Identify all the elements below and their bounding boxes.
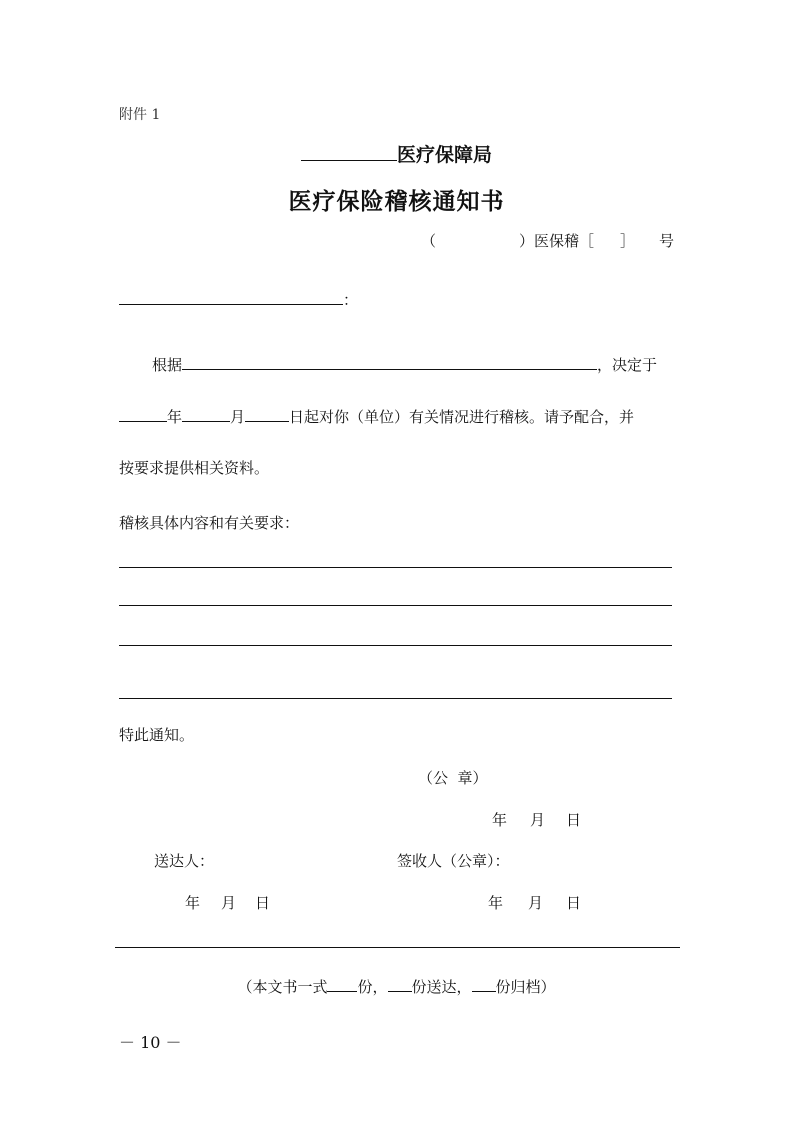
sender-date-day: 日 bbox=[255, 894, 271, 912]
body-line-3: 按要求提供相关资料。 bbox=[119, 459, 270, 477]
receiver-date-day: 日 bbox=[566, 894, 582, 912]
seal-date-year: 年 bbox=[492, 811, 508, 829]
doc-number-open-paren: （ bbox=[421, 232, 437, 250]
addressee-colon: ： bbox=[343, 290, 359, 309]
copies-part1: 份， bbox=[357, 977, 388, 996]
basis-blank bbox=[182, 353, 597, 370]
official-seal-label: （公 章） bbox=[418, 769, 488, 787]
copies-part3: 份归档） bbox=[495, 977, 556, 996]
page-number: － 10 － bbox=[119, 1033, 182, 1052]
copies-open: （本文书一式 bbox=[237, 977, 328, 996]
requirement-line bbox=[119, 567, 672, 568]
date-month-label: 月 bbox=[230, 407, 246, 426]
seal-date-month: 月 bbox=[530, 811, 546, 829]
receiver-date-year: 年 bbox=[488, 894, 504, 912]
doc-number-close-bracket: ］ bbox=[620, 232, 636, 250]
closing-text: 特此通知。 bbox=[119, 726, 195, 744]
sender-date-month: 月 bbox=[221, 894, 237, 912]
receiver-label: 签收人（公章）： bbox=[397, 852, 510, 870]
requirements-heading: 稽核具体内容和有关要求： bbox=[119, 514, 300, 532]
document-title: 医疗保险稽核通知书 bbox=[288, 188, 505, 215]
bureau-suffix: 医疗保障局 bbox=[396, 144, 492, 166]
copies-part2: 份送达， bbox=[411, 977, 472, 996]
receiver-date-month: 月 bbox=[528, 894, 544, 912]
copies-archived-blank bbox=[472, 975, 496, 992]
basis-suffix: ，决定于 bbox=[597, 355, 658, 374]
copies-delivered-blank bbox=[388, 975, 412, 992]
requirement-line bbox=[119, 605, 672, 606]
date-year-label: 年 bbox=[167, 407, 183, 426]
copies-note bbox=[0, 975, 793, 997]
copies-total-blank bbox=[327, 975, 357, 992]
bureau-header bbox=[0, 140, 793, 167]
addressee-line bbox=[119, 288, 358, 310]
date-year-blank bbox=[119, 405, 167, 422]
doc-number-prefix: ）医保稽［ bbox=[519, 232, 595, 250]
sender-date-year: 年 bbox=[185, 894, 201, 912]
requirement-line bbox=[119, 698, 672, 699]
addressee-blank bbox=[119, 288, 343, 305]
seal-date-day: 日 bbox=[566, 811, 582, 829]
bureau-name-blank bbox=[301, 140, 397, 161]
date-month-blank bbox=[182, 405, 230, 422]
date-day-blank bbox=[245, 405, 289, 422]
requirement-line bbox=[119, 645, 672, 646]
doc-number-suffix: 号 bbox=[659, 232, 675, 250]
basis-prefix: 根据 bbox=[152, 355, 183, 374]
date-line bbox=[119, 405, 634, 427]
sender-label: 送达人： bbox=[154, 852, 215, 870]
basis-line bbox=[152, 353, 657, 375]
date-day-text: 日起对你（单位）有关情况进行稽核。请予配合，并 bbox=[289, 407, 635, 426]
attachment-label: 附件 1 bbox=[119, 107, 161, 123]
footer-divider bbox=[115, 947, 680, 948]
